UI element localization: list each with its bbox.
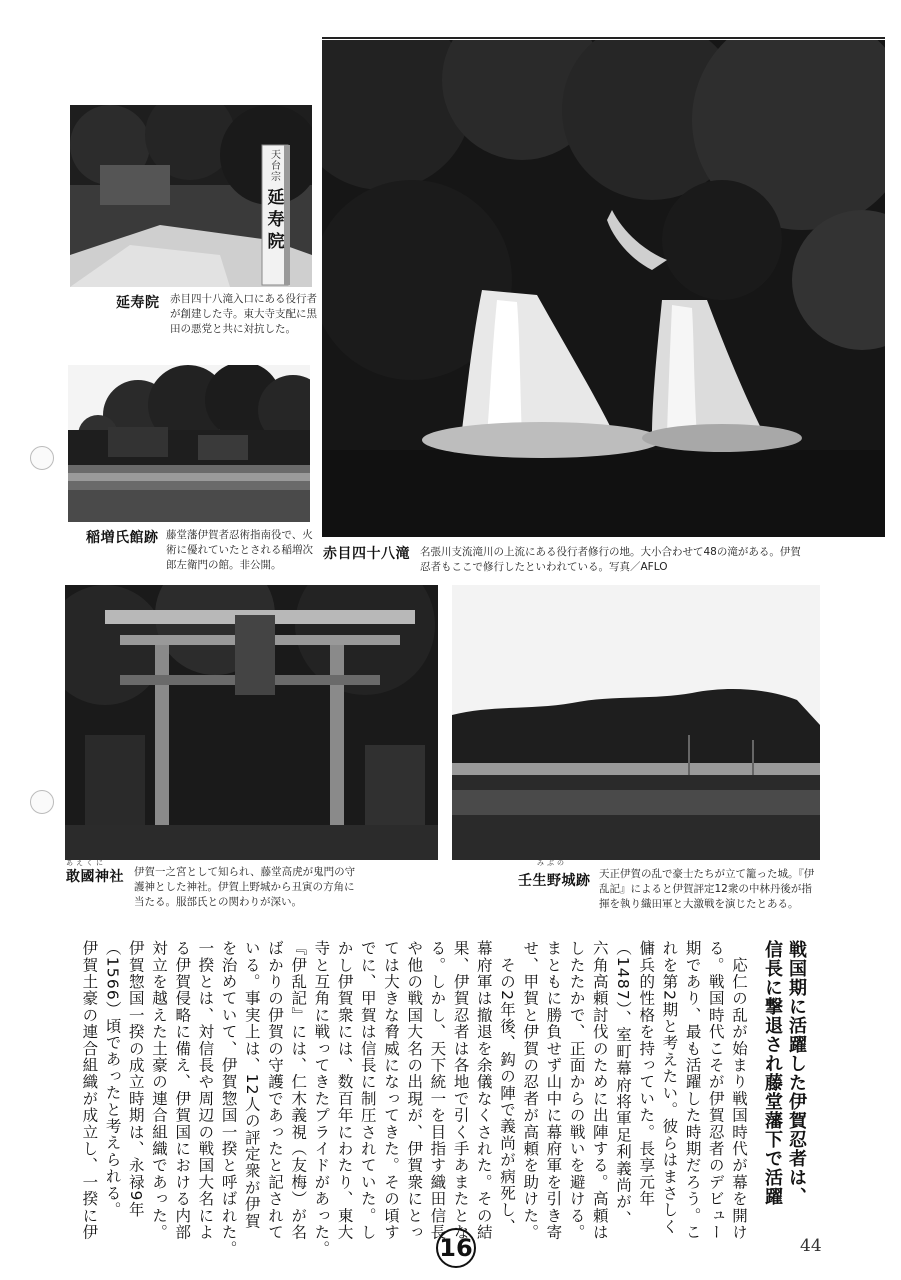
caption-title-akame: 赤目四十八滝 — [323, 546, 410, 562]
caption-ruby-mibuno: みぶの — [537, 859, 567, 867]
caption-title-aekuni: 敢國神社 — [66, 869, 124, 885]
caption-text-enjuin: 赤目四十八滝入口にある役行者が創建した寺。東大寺支配に黒田の悪党と共に対抗した。 — [170, 293, 317, 335]
article-line: る。しかし、天下統一を目指す織田信長 — [428, 940, 447, 1241]
article-line: 幕府軍は撤退を余儀なくされた。その結 — [474, 940, 493, 1241]
caption-title-inamasu: 稲増氏館跡 — [86, 530, 159, 546]
article-line: 傭兵的性格を持っていた。長享元年 — [637, 940, 656, 1208]
caption-text-mibuno-line2: 乱記』によると伊賀評定12衆の中林丹後が指 — [599, 883, 812, 895]
article-line: 六角高頼討伐のために出陣する。高頼は — [590, 940, 609, 1241]
article-line: 対立を越えた土豪の連合組織であった。 — [150, 940, 168, 1241]
article-line: （1566）頃であったと考えられる。 — [103, 940, 122, 1219]
caption-text-akame-line1: 名張川支流滝川の上流にある役行者修行の地。大小合わせて48の滝がある。伊賀 — [420, 546, 801, 558]
article-line: を治めていて、伊賀惣国一揆と呼ばれた。 — [219, 940, 238, 1258]
caption-title-mibuno: 壬生野城跡 — [518, 873, 591, 889]
article-line: 期であり、最も活躍した時期だろう。こ — [683, 940, 702, 1241]
article-line: 『伊乱記』には、仁木義視（友梅）が名 — [289, 940, 308, 1241]
caption-ruby-aekuni: あえくに — [66, 859, 106, 867]
article-line: その2年後、鈎の陣で義尚が病死し、 — [498, 940, 516, 1235]
handwritten-number: 44 — [800, 1236, 822, 1256]
caption-text-inamasu: 藤堂藩伊賀者忍術指南役で、火術に優れていたとされる稲増次郎左衛門の館。非公開。 — [166, 529, 313, 571]
page-number: 16 — [436, 1228, 476, 1268]
photo-aekuni-shrine — [65, 585, 438, 860]
caption-text-akame-line2: 忍者もここで修行したといわれている。写真／AFLO — [420, 561, 668, 573]
article-line: まともに勝負せず山中に幕府軍を引き寄 — [544, 940, 563, 1241]
article-line: せ、甲賀と伊賀の忍者が高頼を助けた。 — [521, 940, 540, 1241]
caption-text-mibuno-line1: 天正伊賀の乱で豪士たちが立て籠った城。『伊 — [599, 868, 815, 880]
caption-title-enjuin: 延寿院 — [116, 295, 160, 311]
top-rule — [322, 37, 885, 39]
punch-hole-upper — [30, 446, 54, 470]
article-line: 寺と互角に戦ってきたプライドがあった。 — [312, 940, 331, 1258]
photo-inamasu — [68, 365, 310, 522]
photo-enjuin — [70, 105, 312, 287]
article-line: 果、伊賀忍者は各地で引く手あまたとな — [451, 940, 470, 1241]
article-line: る伊賀侵略に備え、伊賀国における内部 — [173, 940, 192, 1241]
article-line: る。戦国時代こそが伊賀忍者のデビュー — [706, 940, 725, 1241]
article-line: 伊賀惣国一揆の成立時期は、永禄9年 — [126, 940, 145, 1219]
caption-text-mibuno-line3: 揮を執り織田軍と大激戦を演じたとある。 — [599, 898, 799, 910]
article-line: や他の戦国大名の出現が、伊賀衆にとっ — [405, 940, 424, 1241]
article-heading-1: 戦国期に活躍した伊賀忍者は、 — [786, 940, 807, 1206]
punch-hole-lower — [30, 790, 54, 814]
article-heading-2: 信長に撃退され藤堂藩下で活躍 — [762, 940, 783, 1206]
article-line: （1487）、室町幕府将軍足利義尚が、 — [614, 940, 632, 1227]
article-line: かし伊賀衆には、数百年にわたり、東大 — [335, 940, 354, 1241]
enjuin-sign-main: 延寿院 — [267, 188, 285, 252]
photo-akame-falls — [322, 40, 885, 537]
article-line: でに、甲賀は信長に制圧されていた。し — [358, 940, 377, 1241]
enjuin-sign-small: 天台宗 — [271, 150, 281, 183]
article-line: ては大きな脅威になってきた。その頃す — [382, 940, 400, 1241]
article-line: ばかりの伊賀の守護であったと記されて — [266, 940, 284, 1241]
article-line: いる。事実上は、12人の評定衆が伊賀 — [242, 940, 261, 1230]
article-line: 一揆とは、対信長や周辺の戦国大名によ — [196, 940, 215, 1241]
caption-text-aekuni: 伊賀一之宮として知られ、藤堂高虎が鬼門の守護神とした神社。伊賀上野城から丑寅の方角に当たる。服部氏との関わりが深い。 — [134, 866, 356, 908]
article-line: 応仁の乱が始まり戦国時代が幕を開け — [730, 940, 748, 1241]
article-line: れを第2期と考えたい。彼らはまさしく — [660, 940, 679, 1235]
article-line: したたかで、正面からの戦いを避ける。 — [567, 940, 586, 1241]
photo-mibuno-castle — [452, 585, 820, 860]
article-line: 伊賀土豪の連合組織が成立し、一揆に伊 — [80, 940, 99, 1241]
